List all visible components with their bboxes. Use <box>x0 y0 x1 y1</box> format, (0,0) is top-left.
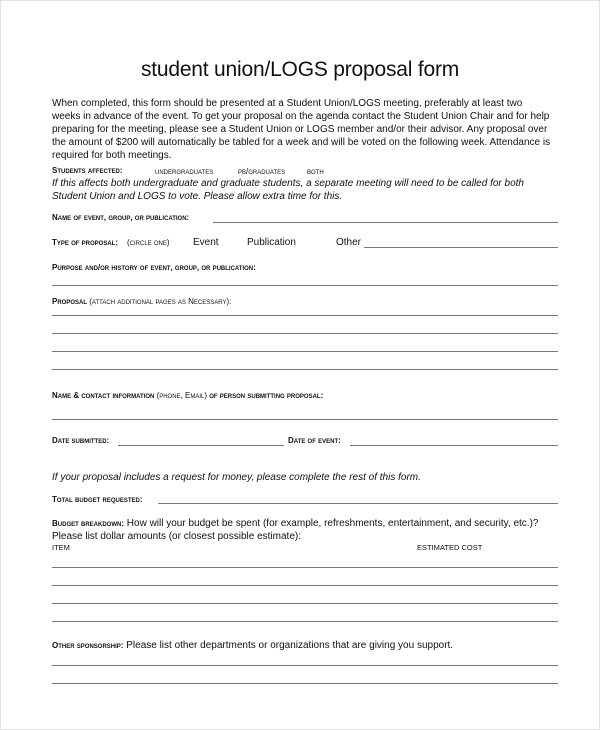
contact-label-end: of person submitting proposal: <box>209 391 324 400</box>
option-pb-graduates[interactable]: pb/graduates <box>238 167 286 176</box>
proposal-hint: (attach additional pages as Necessary): <box>89 297 232 306</box>
proposal-type-hint: (circle one) <box>127 238 170 247</box>
students-affected-note: If this affects both undergraduate and graduate students, a separate meeting will need to be called for both Student Union and LOGS to vote. Please allow extra time for this. <box>52 178 524 202</box>
other-input-line[interactable] <box>364 247 558 248</box>
option-publication[interactable]: Publication <box>247 237 296 248</box>
budget-line-3[interactable] <box>52 603 558 604</box>
money-note: If your proposal includes a request for money, please complete the rest of this form. <box>52 472 421 483</box>
proposal-label-text: Proposal <box>52 297 88 306</box>
purpose-label: Purpose and/or history of event, group, or publication: <box>52 263 256 272</box>
proposal-input-line-1[interactable] <box>52 315 558 316</box>
contact-label <box>52 391 323 400</box>
budget-breakdown-label: Budget breakdown: <box>52 519 124 528</box>
event-name-input-line[interactable] <box>213 222 558 223</box>
proposal-input-line-2[interactable] <box>52 333 558 334</box>
form-title: student union/LOGS proposal form <box>140 58 460 81</box>
other-sponsorship-label: Other sponsorship: <box>52 641 124 650</box>
intro-paragraph: When completed, this form should be presented at a Student Union/LOGS meeting, preferably at least two weeks in advance of the event. To get your proposal on the agenda contact the Student Union Chair and for help preparing for the meeting, please see a Student Union or LOGS member and/or their advisor. Any proposal over the amount of $200 will automatically be tabled for a week and will be voted on the following week. Attendance is required for both meetings. <box>52 98 551 161</box>
proposal-type-label: Type of proposal: <box>52 238 119 247</box>
event-name-label: Name of event, group, or publication: <box>52 213 190 222</box>
proposal-input-line-4[interactable] <box>52 369 558 370</box>
option-other[interactable]: Other <box>336 237 362 248</box>
date-submitted-input-line[interactable] <box>118 445 284 446</box>
contact-hint: (phone, Email) <box>156 391 208 400</box>
option-event[interactable]: Event <box>193 237 219 248</box>
date-of-event-label: Date of event: <box>288 436 341 445</box>
column-cost-header: ESTIMATED COST <box>417 543 483 552</box>
other-sponsorship-text: Please list other departments or organizations that are giving you support. <box>126 640 454 651</box>
date-submitted-label: Date submitted: <box>52 436 110 445</box>
column-item-header: ITEM <box>52 543 70 552</box>
other-sponsorship-block <box>52 639 552 652</box>
budget-breakdown-text: How will your budget be spent (for example, refreshments, entertainment, and security, etc.)? Please list dollar amounts (or closest possible estimate): <box>52 518 539 542</box>
proposal-input-line-3[interactable] <box>52 351 558 352</box>
students-affected-label: Students affected: <box>52 166 123 175</box>
budget-breakdown-block <box>52 517 552 543</box>
contact-input-line[interactable] <box>52 419 558 420</box>
sponsorship-line-2[interactable] <box>52 683 558 684</box>
contact-label-text: Name & contact information <box>52 391 155 400</box>
sponsorship-line-1[interactable] <box>52 665 558 666</box>
option-undergraduates[interactable]: undergraduates <box>155 167 214 176</box>
option-both[interactable]: both <box>307 167 324 176</box>
total-budget-label: Total budget requested: <box>52 495 143 504</box>
proposal-label <box>52 297 231 306</box>
budget-line-2[interactable] <box>52 585 558 586</box>
total-budget-input-line[interactable] <box>158 503 558 504</box>
budget-line-4[interactable] <box>52 621 558 622</box>
budget-line-1[interactable] <box>52 567 558 568</box>
purpose-input-line[interactable] <box>52 285 558 286</box>
date-of-event-input-line[interactable] <box>350 445 558 446</box>
